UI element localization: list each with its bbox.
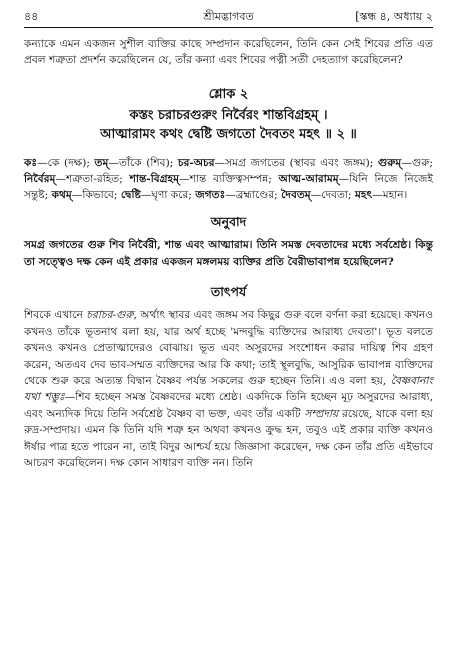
page-number: ৪৪ — [24, 10, 39, 23]
translation-text: সমগ্র জগতের গুরু শিব নির্বৈরী, শান্ত এবং আত্মারাম। তিনি সমস্ত দেবতাদের মধ্যে সর্বশ্রেষ্ঠ। কিন্তু তা সত্ত্বেও দক্ষ কেন এই প্রকার একজন মঙ্গলময় ব্যক্তির প্রতি বৈরীভাবাপন্ন হয়েছিলেন? — [24, 239, 433, 268]
purport-paragraph — [24, 307, 433, 471]
synonym-meaning: —তাঁকে (শিব); — [108, 156, 178, 169]
synonym-term: তম্ — [94, 156, 109, 169]
purport-text: রয়েছে, যাকে বলা হয় রুদ্র-সম্প্রদায়। এমন কি তিনি যদি শত্রু হন অথবা কখনও ক্রুদ্ধ হন, তবুও এই প্রকার ব্যক্তি কখনও ঈর্ষার পাত্র হতে পারেন না, তাই বিদুর আশ্চর্য হয়ে জিজ্ঞাসা করেছেন, দক্ষ কেন তাঁর প্রতি এইভাবে আচরণ করেছিলেন। দক্ষ কোন সাধারণ ব্যক্তি নন। তিনি — [24, 407, 433, 470]
synonym-meaning: —ব্রহ্মাণ্ডের; — [225, 189, 282, 202]
synonym-term: গুরুম্ — [377, 156, 402, 169]
purport-text: —শিব হচ্ছেন সমস্ত বৈষ্ণবদের মধ্যে শ্রেষ্ঠ। একদিকে তিনি হচ্ছেন মূঢ় অসুরদের আরাধ্য, এবং অন্যদিক দিয়ে তিনি সর্বশ্রেষ্ঠ বৈষ্ণব বা ভক্ত, এবং তাঁর একটি — [24, 391, 433, 420]
synonym-meaning: —গুরু; — [401, 156, 433, 169]
synonym-term: নির্বৈরম্ — [24, 173, 56, 186]
synonym-term: জগতঃ — [195, 189, 226, 202]
synonym-meaning: —কে (দক্ষ); — [37, 156, 95, 169]
purport-emphasis: চরাচর-গুরু — [86, 309, 134, 322]
verse-heading: শ্লোক ২ — [208, 86, 249, 102]
synonym-meaning: —সমগ্র জগতের (স্থাবর এবং জঙ্গম); — [214, 156, 378, 169]
synonym-term: কথম্ — [51, 189, 72, 202]
verse-line-1: কস্তং চরাচরগুরুং নির্বৈরং শান্তবিগ্রহম্ । — [129, 107, 328, 123]
synonym-meaning: —দেবতা; — [310, 189, 355, 202]
synonym-term: শান্ত-বিগ্রহম্ — [129, 173, 180, 186]
purport-heading: তাৎপর্য — [210, 284, 247, 300]
synonym-meaning: —শত্রুতা-রহিত; — [55, 173, 130, 186]
page-content — [24, 36, 433, 471]
synonym-meaning: —যিনি নিজে নিজেই সন্তুষ্ট; — [24, 173, 433, 202]
synonym-term: চর-অচর — [177, 156, 215, 169]
synonym-term: কঃ — [24, 156, 38, 169]
synonym-term: মহৎ — [355, 189, 373, 202]
synonym-meaning: —শান্ত ব্যক্তিত্বসম্পন্ন; — [179, 173, 279, 186]
purport-emphasis: বৈষ্ণবানাং যথা শম্ভুঃ — [24, 375, 433, 404]
book-title: শ্রীমদ্ভাগবত — [203, 10, 254, 23]
synonym-term: আত্ম-আরামম্ — [278, 173, 339, 186]
synonym-term: দ্বেষ্টি — [120, 189, 141, 202]
word-for-word-synonyms — [24, 155, 433, 204]
purport-text: শিবকে এখানে — [24, 309, 87, 322]
translation-heading: অনুবাদ — [210, 213, 247, 229]
running-header — [24, 8, 433, 24]
synonym-meaning: —মহান। — [372, 189, 408, 202]
header-divider — [24, 27, 433, 28]
verse-line-2: আত্মারামং কথং দ্বেষ্টি জগতো দৈবতং মহৎ ॥ ২ ॥ — [100, 126, 357, 142]
intro-paragraph: কন্যাকে এমন একজন সুশীল ব্যক্তির কাছে সম্প্রদান করেছিলেন, তিনি কেন সেই শিবের প্রতি এত প্রবল শত্রুতা প্রদর্শন করেছিলেন যে, তাঁর কন্যা এবং শিবের পত্নী সতী দেহত্যাগ করেছিলেন? — [24, 38, 433, 67]
synonym-meaning: —কিভাবে; — [71, 189, 121, 202]
synonym-meaning: —ঘৃণা করে; — [140, 189, 196, 202]
purport-emphasis: সম্প্রদায় — [304, 407, 339, 420]
purport-text: , অর্থাৎ স্থাবর এবং জঙ্গম সব কিছুর গুরু বলে বর্ণনা করা হয়েছে। কখনও কখনও তাঁকে ভূতনাথ বলা হয়, যার অর্থ হচ্ছে 'মন্দবুদ্ধি ব্যক্তিদের আরাধ্য দেবতা'। ভূত বলতে কখনও কখনও প্রেতাত্মাদেরও বোঝায়। ভূত এবং অসুরদের সংশোধন করার দায়িত্ব শিব গ্রহণ করেন, অতএব দেব ভাব-সম্মত ব্যক্তিদের আর কি কথা; তাই স্থূলবুদ্ধি, আসুরিক ভাবাপন্ন ব্যক্তিদের থেকে শুরু করে অত্যন্ত বিদ্বান বৈষ্ণব পর্যন্ত সকলের গুরু হচ্ছেন তিনি। এও বলা হয়, — [24, 309, 433, 388]
synonym-term: দৈবতম্ — [281, 189, 311, 202]
chapter-reference: [স্কন্ধ ৪, অধ্যায় ২ — [355, 10, 433, 23]
